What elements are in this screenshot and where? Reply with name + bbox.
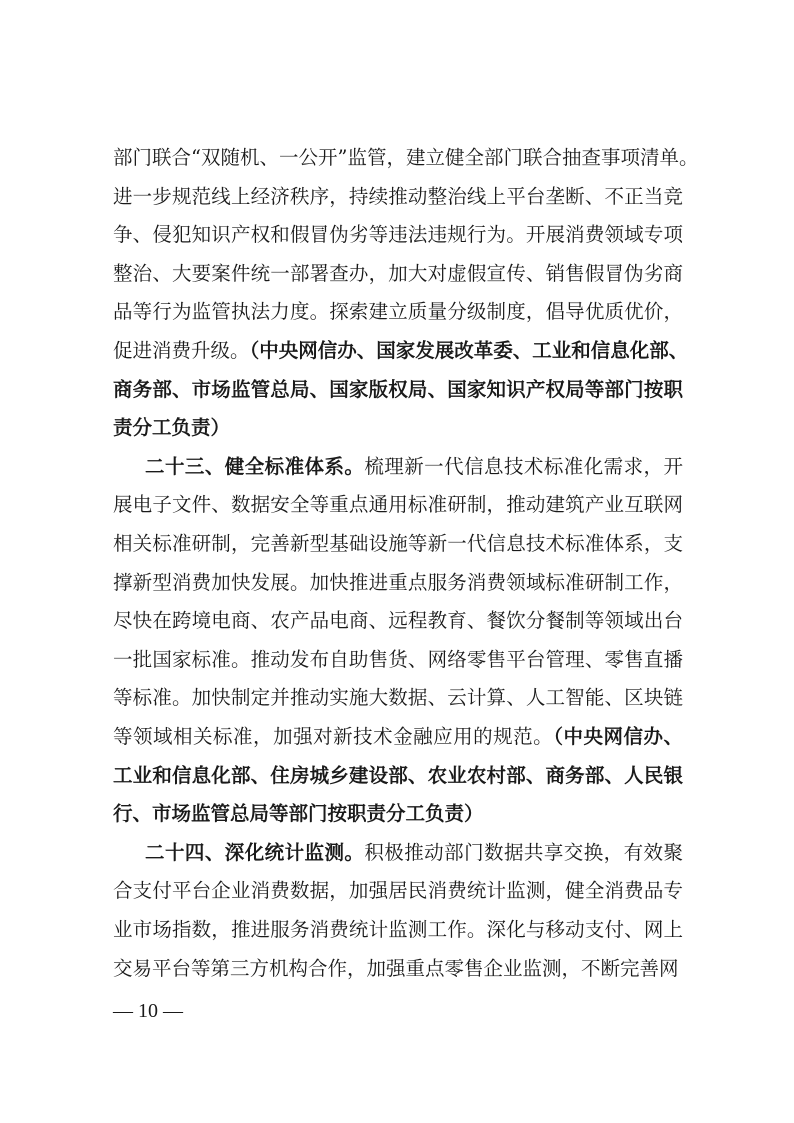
bold-text-segment: 二十三、健全标准体系。 <box>145 455 365 478</box>
text-line <box>145 836 683 870</box>
text-segment: 部门联合“双随机、一公开”监管，建立健全部门联合抽查事项清单。 <box>113 146 699 169</box>
bold-text-segment: 商务部、市场监管总局、国家版权局、国家知识产权局等部门按职 <box>113 378 683 401</box>
text-segment: 促进消费升级。 <box>113 339 250 362</box>
text-segment: 业市场指数，推进服务消费统计监测工作。深化与移动支付、网上 <box>113 918 683 941</box>
text-line <box>113 295 683 329</box>
text-segment: 撑新型消费加快发展。加快推进重点服务消费领域标准研制工作， <box>113 571 683 594</box>
text-line <box>113 527 683 561</box>
text-line <box>113 643 683 677</box>
text-line <box>113 373 683 407</box>
bold-text-segment: （中央网信办、 <box>553 725 683 748</box>
text-segment: 等领域相关标准，加强对新技术金融应用的规范。 <box>113 725 554 748</box>
text-line <box>113 411 683 445</box>
text-line <box>113 566 683 600</box>
text-line <box>113 488 683 522</box>
bold-text-segment: （中央网信办、国家发展改革委、工业和信息化部、 <box>249 339 689 362</box>
text-line <box>113 681 683 715</box>
text-segment: 相关标准研制，完善新型基础设施等新一代信息技术标准体系，支 <box>113 532 683 555</box>
text-segment: 等标准。加快制定并推动实施大数据、云计算、人工智能、区块链 <box>113 686 683 709</box>
bold-text-segment: 责分工负责） <box>113 416 231 439</box>
text-segment: 尽快在跨境电商、农产品电商、远程教育、餐饮分餐制等领域出台 <box>113 609 683 632</box>
text-segment: 争、侵犯知识产权和假冒伪劣等违法违规行为。开展消费领域专项 <box>113 223 683 246</box>
text-line <box>113 218 683 252</box>
text-line <box>113 759 683 793</box>
text-segment: 品等行为监管执法力度。探索建立质量分级制度，倡导优质优价， <box>113 300 683 323</box>
bold-text-segment: 二十四、深化统计监测。 <box>145 841 365 864</box>
text-line <box>113 952 683 986</box>
text-line <box>113 141 699 175</box>
text-segment: 一批国家标准。推动发布自助售货、网络零售平台管理、零售直播 <box>113 648 683 671</box>
text-segment: 展电子文件、数据安全等重点通用标准研制，推动建筑产业互联网 <box>113 493 683 516</box>
text-line <box>113 720 683 754</box>
text-line <box>145 450 683 484</box>
text-segment: 梳理新一代信息技术标准化需求，开 <box>364 455 683 478</box>
text-line <box>113 257 683 291</box>
text-segment: 进一步规范线上经济秩序，持续推动整治线上平台垄断、不正当竞 <box>113 185 683 208</box>
text-segment: 积极推动部门数据共享交换，有效聚 <box>364 841 683 864</box>
bold-text-segment: 工业和信息化部、住房城乡建设部、农业农村部、商务部、人民银 <box>113 764 683 787</box>
text-line <box>113 334 689 368</box>
text-segment: 合支付平台企业消费数据，加强居民消费统计监测，健全消费品专 <box>113 879 683 902</box>
text-segment: 交易平台等第三方机构合作，加强重点零售企业监测，不断完善网 <box>113 957 679 980</box>
bold-text-segment: 行、市场监管总局等部门按职责分工负责） <box>113 802 484 825</box>
text-line <box>113 180 683 214</box>
text-line <box>113 913 683 947</box>
text-segment: 整治、大要案件统一部署查办，加大对虚假宣传、销售假冒伪劣商 <box>113 262 683 285</box>
text-line <box>113 797 683 831</box>
page-number: — 10 — <box>113 1000 183 1022</box>
text-line <box>113 604 683 638</box>
text-line <box>113 874 683 908</box>
